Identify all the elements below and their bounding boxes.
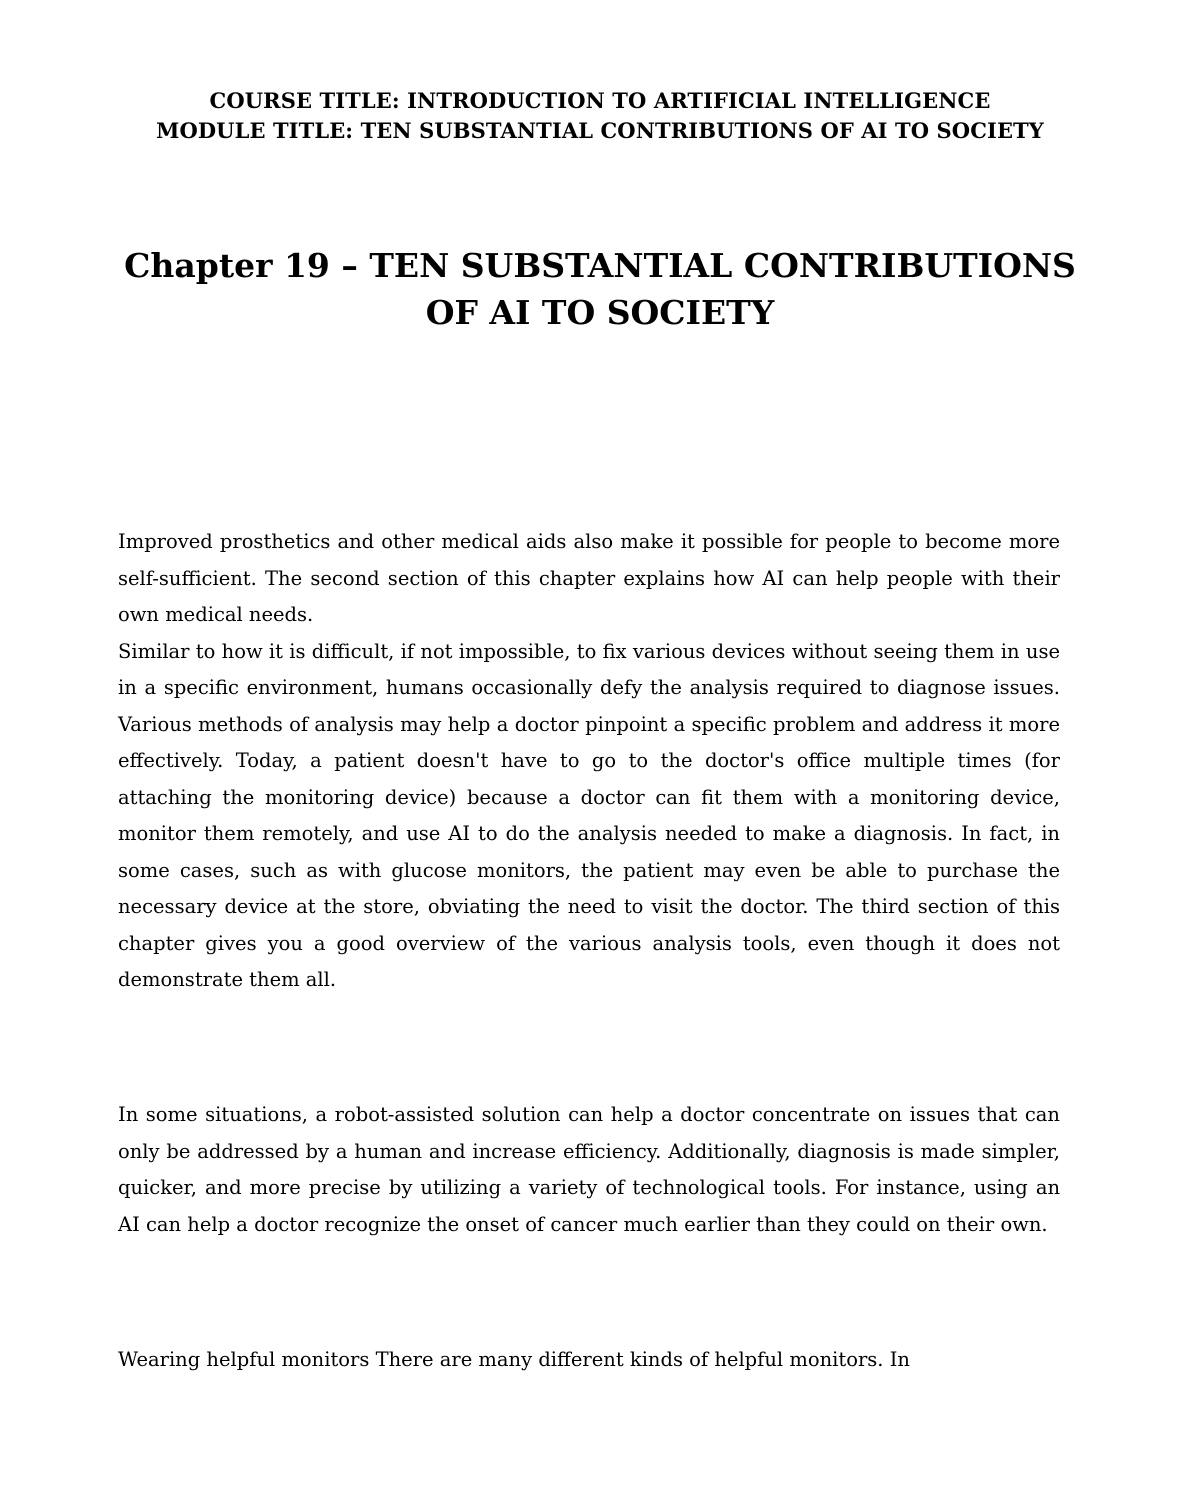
module-title: MODULE TITLE: TEN SUBSTANTIAL CONTRIBUTIONS OF AI TO SOCIETY <box>156 118 1044 143</box>
course-title: COURSE TITLE: INTRODUCTION TO ARTIFICIAL INTELLIGENCE <box>209 88 991 113</box>
body-section-2 <box>118 1097 1060 1243</box>
chapter-title-line-2: OF AI TO SOCIETY <box>425 293 775 332</box>
paragraph-helpful-monitors: Wearing helpful monitors There are many different kinds of helpful monitors. In <box>118 1348 910 1371</box>
paragraph-prosthetics: Improved prosthetics and other medical aids also make it possible for people to become more self-sufficient. The second section of this chapter explains how AI can help people with their own medical needs. <box>118 530 1060 626</box>
body-section-3 <box>118 1342 1060 1379</box>
chapter-title <box>100 242 1100 336</box>
document-header <box>100 86 1100 146</box>
paragraph-robot-assisted: In some situations, a robot-assisted solution can help a doctor concentrate on issues that can only be addressed by a human and increase efficiency. Additionally, diagnosis is made simpler, quicker, and more precise by utilizing a variety of technological tools. For instance, using an AI can help a doctor recognize the onset of cancer much earlier than they could on their own. <box>118 1103 1060 1236</box>
paragraph-analysis: Similar to how it is difficult, if not impossible, to fix various devices without seeing them in use in a specific environment, humans occasionally defy the analysis required to diagnose issues. Various methods of analysis may help a doctor pinpoint a specific problem and address it more effectively. Today, a patient doesn't have to go to the doctor's office multiple times (for attaching the monitoring device) because a doctor can fit them with a monitoring device, monitor them remotely, and use AI to do the analysis needed to make a diagnosis. In fact, in some cases, such as with glucose monitors, the patient may even be able to purchase the necessary device at the store, obviating the need to visit the doctor. The third section of this chapter gives you a good overview of the various analysis tools, even though it does not demonstrate them all. <box>118 639 1060 991</box>
chapter-title-line-1: Chapter 19 – TEN SUBSTANTIAL CONTRIBUTIONS <box>124 246 1076 285</box>
body-section-1 <box>118 524 1060 999</box>
